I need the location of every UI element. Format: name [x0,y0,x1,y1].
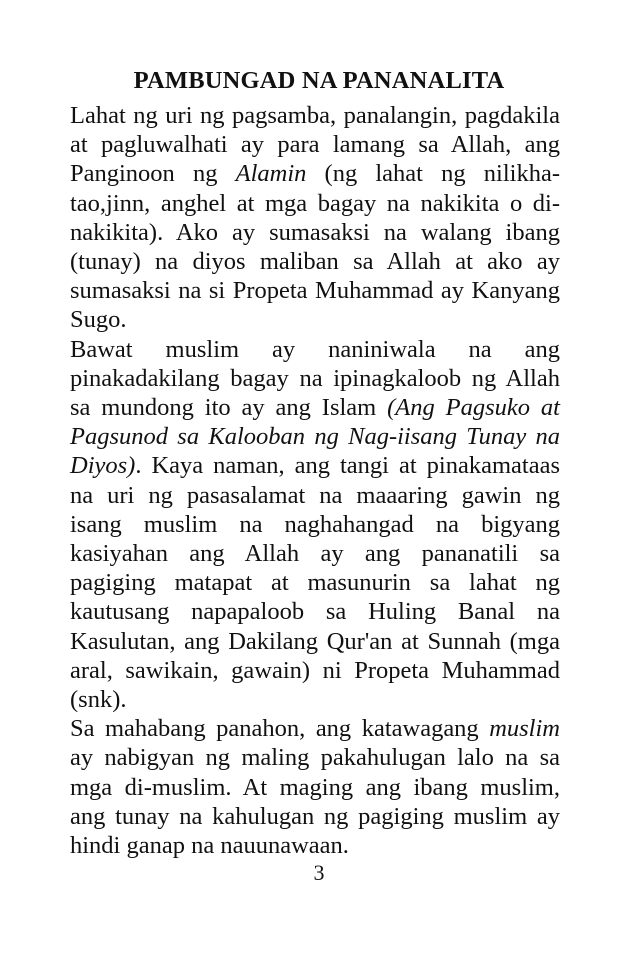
body-text [70,101,560,860]
paragraph-1-text-a: Lahat ng uri ng pagsamba, panalangin, pagdakila at pagluwalhati ay para lamang sa Allah, ang Panginoon ng [70,102,560,188]
paragraph-3-italic-term: muslim [489,715,560,743]
paragraph-2 [70,335,560,715]
paragraph-1-italic-term: Alamin [235,160,307,188]
paragraph-2-italic-phrase: (Ang Pagsuko at Pagsunod sa Kalooban ng Nag-iisang Tunay na Diyos) [70,394,560,480]
paragraph-2-text-c: . Kaya naman, ang tangi at pinakamataas na uri ng pasasalamat na maaaring gawin ng isang muslim na naghahangad na bigyang kasiyahan ang Allah ay ang pananatili sa pagiging matapat at masunurin sa lahat ng kautusang napapaloob sa Huling Banal na Kasulutan, ang Dakilang Qur'an at Sunnah (mga aral, sawikain, gawain) ni Propeta Muhammad (snk). [70,452,560,714]
paragraph-1 [70,101,560,335]
paragraph-1-text-c: (ng lahat ng nilikha-tao,jinn, anghel at mga bagay na nakikita o di-nakikita). Ako ay sumasaksi na walang ibang (tunay) na diyos maliban sa Allah at ako ay sumasaksi na si Propeta Muhammad ay Kanyang Sugo. [70,160,560,334]
page-number: 3 [313,860,325,885]
paragraph-3 [70,714,560,860]
paragraph-3-text-a: Sa mahabang panahon, ang katawagang [70,715,490,743]
paragraph-2-text-a: Bawat muslim ay naniniwala na ang pinakadakilang bagay na ipinagkaloob ng Allah sa mundong ito ay ang Islam [70,335,560,422]
paragraph-3-text-c: ay nabigyan ng maling pakahulugan lalo na sa mga di-muslim. At maging ang ibang muslim, ang tunay na kahulugan ng pagiging muslim ay hindi ganap na nauunawaan. [70,744,560,860]
page-title: PAMBUNGAD NA PANANALITA [133,67,505,94]
